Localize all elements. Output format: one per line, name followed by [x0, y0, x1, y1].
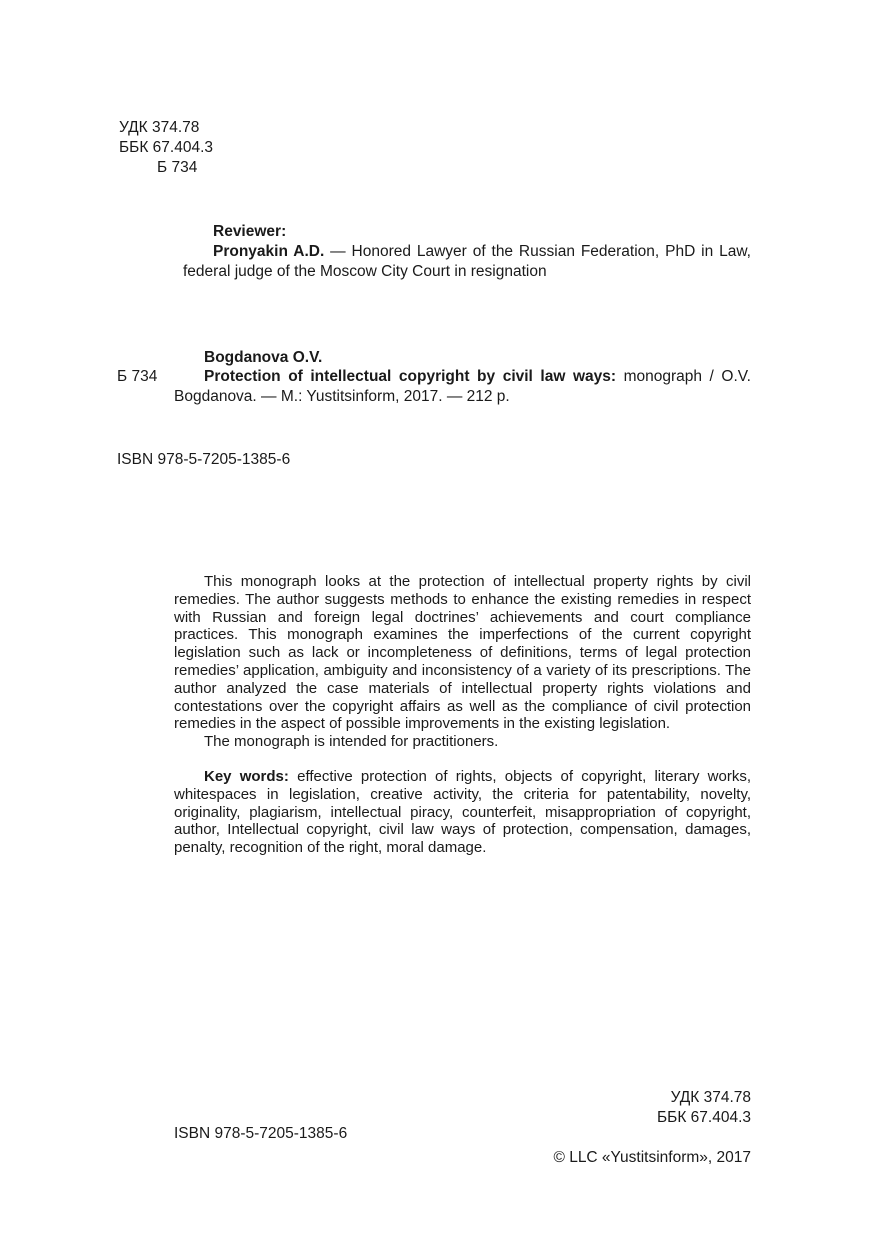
reviewer-name: Pronyakin A.D. — [213, 243, 325, 260]
abstract-audience: The monograph is intended for practitioners. — [204, 733, 499, 751]
udk-code-footer: УДК 374.78 — [670, 1089, 751, 1106]
keywords-text: effective protection of rights, objects of copyright, literary works, whitespaces in legislation, creative activity, the criteria for patentability, novelty, originality, plagiarism, intellectual piracy, counterfeit, misappropriation of copyright, author, Intellectual copyright, civil law ways of protection, compensation, damages, penalty, recognition of the right, moral damage. — [174, 767, 751, 857]
bibliography-title: Protection of intellectual copyright by civil law ways: — [204, 368, 617, 385]
reviewer-heading: Reviewer: — [213, 223, 287, 240]
abstract — [174, 573, 751, 857]
keywords-label: Key words: — [204, 767, 289, 785]
reviewer-text — [183, 242, 751, 282]
keywords — [174, 768, 751, 857]
bibliography-author: Bogdanova O.V. — [204, 349, 323, 366]
bibliography-shelf-code: Б 734 — [117, 368, 158, 385]
udk-code: УДК 374.78 — [119, 119, 200, 136]
bibliography-record — [174, 367, 751, 407]
bbk-code: ББК 67.404.3 — [119, 139, 214, 156]
reviewer-description: — Honored Lawyer of the Russian Federation, PhD in Law, federal judge of the Moscow City Court in resignation — [183, 243, 751, 280]
copyright-notice: © LLC «Yustitsinform», 2017 — [553, 1149, 751, 1166]
abstract-paragraph: This monograph looks at the protection of intellectual property rights by civil remedies. The author suggests methods to enhance the existing remedies in respect with Russian and foreign legal doctrines’ achievements and court compliance practices. This monograph examines the imperfections of the current copyright legislation such as lack or incompleteness of definitions, terms of legal protection remedies’ application, ambiguity and inconsistency of a variety of its prescriptions. The author analyzed the case materials of intellectual property rights violations and contestations over the copyright affairs as well as the compliance of civil protection remedies in the aspect of possible improvements in the existing legislation. — [174, 573, 751, 733]
bbk-code-footer: ББК 67.404.3 — [656, 1109, 751, 1126]
shelf-code-header: Б 734 — [157, 159, 198, 176]
isbn-footer: ISBN 978-5-7205-1385-6 — [174, 1125, 348, 1142]
bibliography-details: monograph / O.V. Bogdanova. — M.: Yustitsinform, 2017. — 212 p. — [174, 368, 751, 405]
isbn-top: ISBN 978-5-7205-1385-6 — [117, 451, 291, 468]
